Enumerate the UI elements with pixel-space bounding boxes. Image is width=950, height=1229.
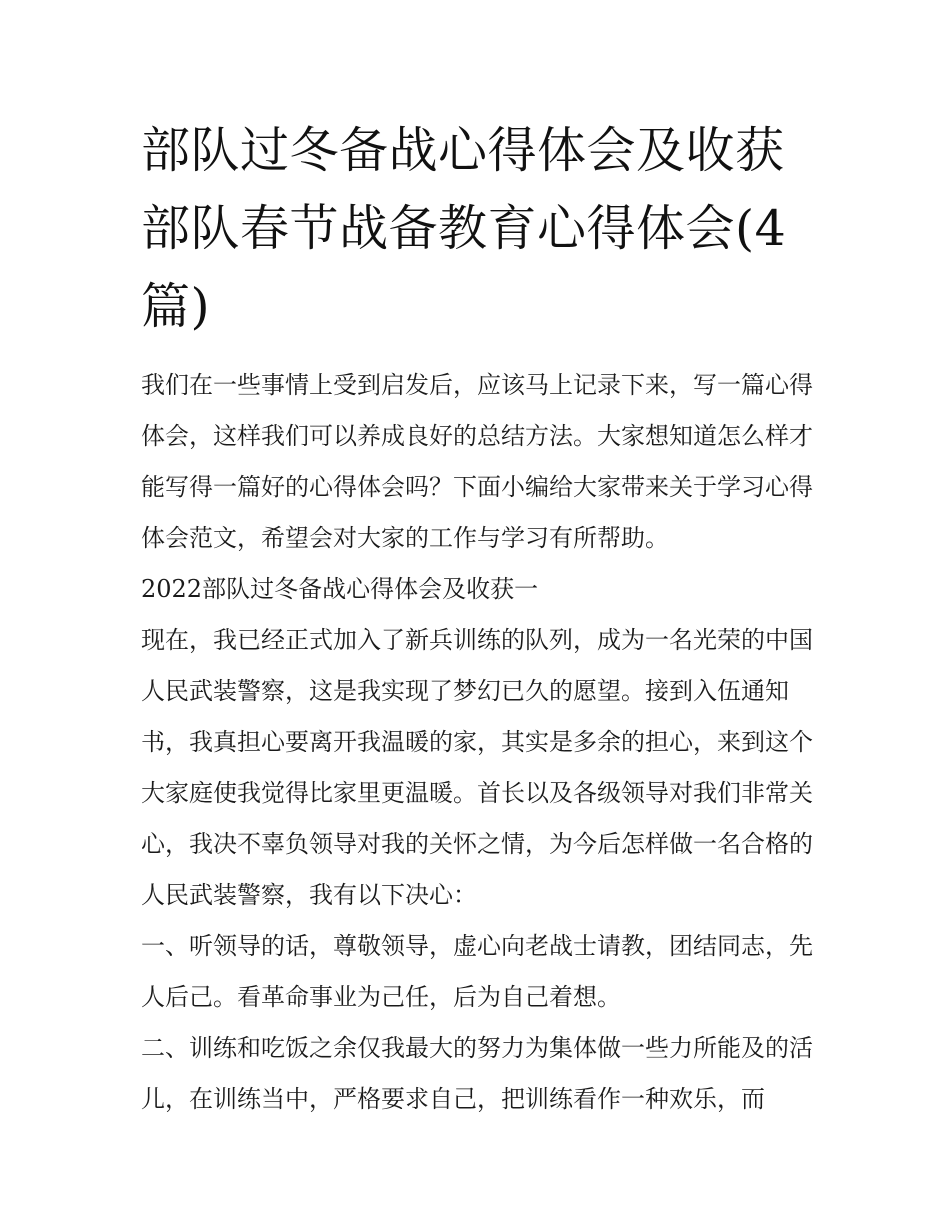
document-body (141, 360, 816, 1125)
resolution-item-2: 二、训练和吃饭之余仅我最大的努力为集体做一些力所能及的活儿，在训练当中，严格要求自己，把训练看作一种欢乐，而 (141, 1034, 813, 1113)
intro-paragraph: 我们在一些事情上受到启发后，应该马上记录下来，写一篇心得体会，这样我们可以养成良好的总结方法。大家想知道怎么样才能写得一篇好的心得体会吗？下面小编给大家带来关于学习心得体会范文，希望会对大家的工作与学习有所帮助。 (141, 371, 813, 552)
resolution-item-1: 一、听领导的话，尊敬领导，虚心向老战士请教，团结同志，先人后己。看革命事业为己任，后为自己着想。 (141, 932, 813, 1011)
section-heading: 2022部队过冬备战心得体会及收获一 (141, 575, 539, 603)
document-title: 部队过冬备战心得体会及收获部队春节战备教育心得体会(4篇) (141, 122, 787, 335)
body-paragraph: 现在，我已经正式加入了新兵训练的队列，成为一名光荣的中国人民武装警察，这是我实现了梦幻已久的愿望。接到入伍通知书，我真担心要离开我温暖的家，其实是多余的担心，来到这个大家庭使我觉得比家里更温暖。首长以及各级领导对我们非常关心，我决不辜负领导对我的关怀之情，为今后怎样做一名合格的人民武装警察，我有以下决心： (141, 626, 813, 909)
document-content (141, 112, 816, 1125)
